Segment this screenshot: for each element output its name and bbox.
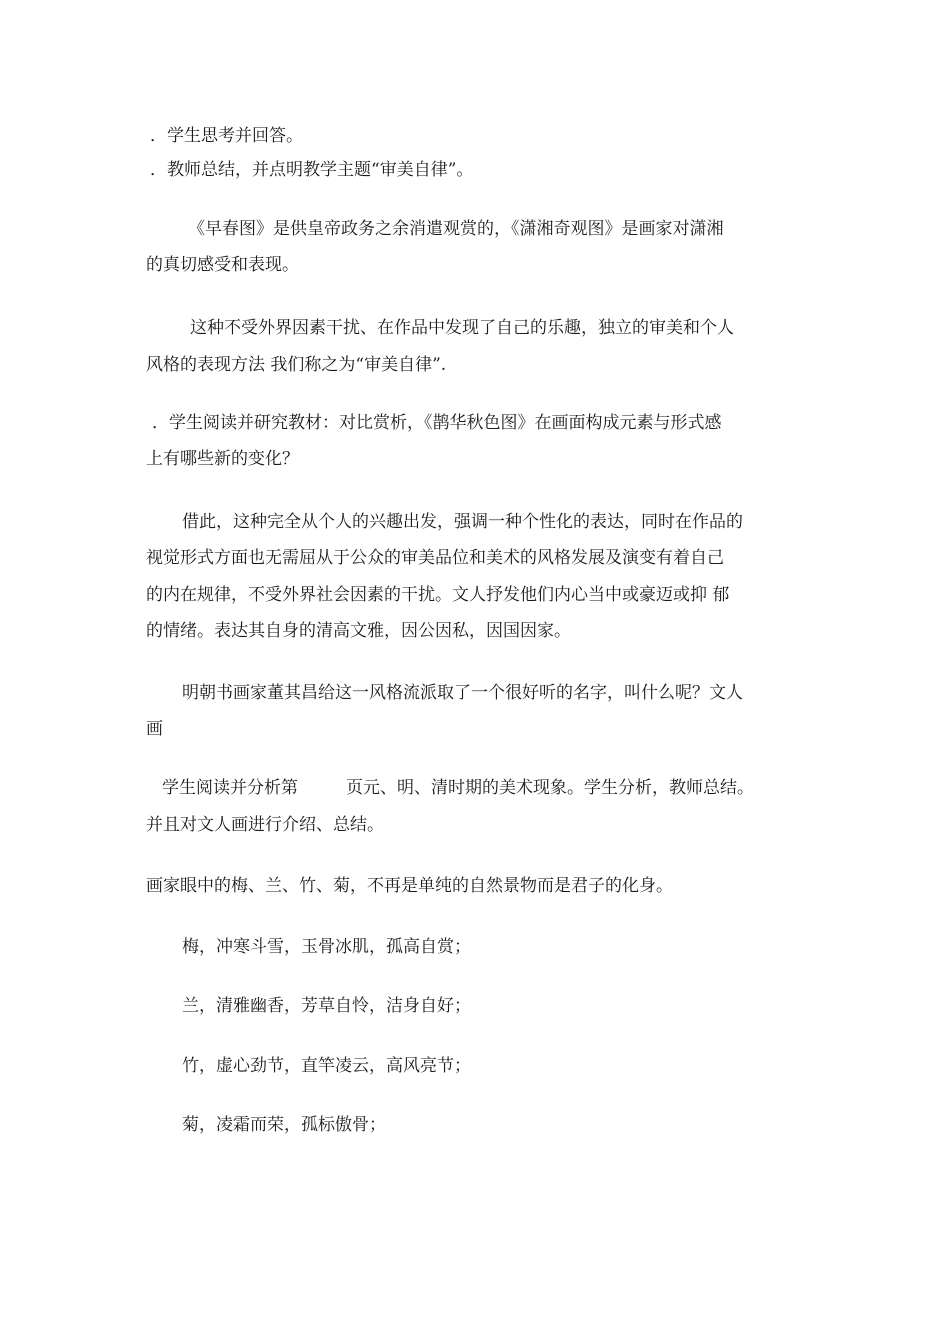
paragraph-aesthetic-autonomy: 这种不受外界因素干扰、在作品中发现了自己的乐趣，独立的审美和个人: [190, 318, 734, 338]
step-analyze-page: 学生阅读并分析第: [162, 778, 298, 798]
paragraph-aesthetic-autonomy-cont: 风格的表现方法 我们称之为“审美自律”.: [146, 355, 447, 375]
paragraph-zaochuntu: 《早春图》是供皇帝政务之余消遣观赏的，《潇湘奇观图》是画家对潇湘: [188, 219, 724, 239]
step-analyze-page-cont: 页元、明、清时期的美术现象。学生分析，教师总结。: [346, 778, 754, 798]
paragraph-personal-interest: 借此，这种完全从个人的兴趣出发，强调一种个性化的表达，同时在作品的: [182, 512, 743, 532]
verse-plum: 梅，冲寒斗雪，玉骨冰肌，孤高自赏；: [182, 937, 471, 957]
paragraph-personal-interest-2: 视觉形式方面也无需屈从于公众的审美品位和美术的风格发展及演变有着自己: [146, 548, 724, 568]
paragraph-zaochuntu-cont: 的真切感受和表现。: [146, 255, 299, 275]
paragraph-dong-qichang-cont: 画: [146, 719, 163, 739]
step-teacher-summary: ．教师总结，并点明教学主题“审美自律”。: [150, 160, 474, 180]
step-analyze-page-summary: 并且对文人画进行介绍、总结。: [146, 815, 384, 835]
verse-orchid: 兰，清雅幽香，芳草自怜，洁身自好；: [182, 996, 471, 1016]
verse-bamboo: 竹，虚心劲节，直竿凌云，高风亮节；: [182, 1056, 471, 1076]
paragraph-dong-qichang: 明朝书画家董其昌给这一风格流派取了一个很好听的名字，叫什么呢？文人: [182, 683, 743, 703]
step-students-think: ．学生思考并回答。: [150, 126, 303, 146]
verse-chrysanthemum: 菊，凌霜而荣，孤标傲骨；: [182, 1115, 386, 1135]
step-students-read: ．学生阅读并研究教材：对比赏析，《鹊华秋色图》在画面构成元素与形式感: [152, 413, 722, 433]
paragraph-personal-interest-3: 的内在规律，不受外界社会因素的干扰。文人抒发他们内心当中或豪迈或抑 郁: [146, 585, 730, 605]
paragraph-personal-interest-4: 的情绪。表达其自身的清高文雅，因公因私，因国因家。: [146, 621, 571, 641]
step-students-read-cont: 上有哪些新的变化？: [146, 449, 299, 469]
paragraph-four-gentlemen: 画家眼中的梅、兰、竹、菊，不再是单纯的自然景物而是君子的化身。: [146, 876, 673, 896]
